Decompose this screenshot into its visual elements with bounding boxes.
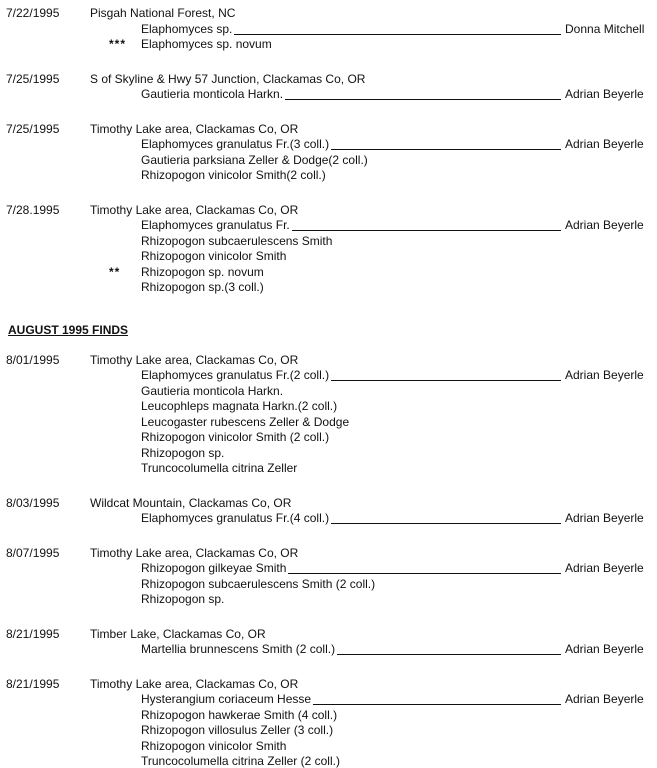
entry-date: 7/25/1995: [6, 121, 60, 136]
finder-leader-line: [331, 523, 561, 524]
finder-leader-line: [292, 230, 561, 231]
species-name: Rhizopogon subcaerulescens Smith: [141, 233, 333, 248]
entry-date: 8/21/1995: [6, 626, 60, 641]
species-name: Truncocolumella citrina Zeller (2 coll.): [141, 754, 340, 768]
finder-leader-line: [285, 99, 561, 100]
species-name: Rhizopogon vinicolor Smith (2 coll.): [141, 430, 330, 444]
finder-name: Adrian Beyerle: [565, 642, 644, 656]
species-name: Rhizopogon sp.: [141, 445, 225, 460]
species-name: Leucogaster rubescens Zeller & Dodge: [141, 414, 350, 429]
species-name: Gautieria monticola Harkn.: [141, 87, 284, 101]
species-name: Elaphomyces sp.: [141, 21, 233, 36]
species-name: Rhizopogon subcaerulescens Smith (2 coll.): [141, 576, 376, 591]
species-name: Rhizopogon sp. novum: [141, 264, 264, 279]
species-name: Rhizopogon sp.: [141, 592, 225, 606]
species-name: Elaphomyces sp. novum: [141, 37, 272, 51]
novum-marker: **: [109, 264, 121, 279]
species-name: Rhizopogon vinicolor Smith(2 coll.): [141, 168, 326, 182]
finder-name: Adrian Beyerle: [565, 561, 644, 575]
finder-name: Donna Mitchell: [565, 21, 645, 36]
entry-date: 8/07/1995: [6, 545, 60, 560]
species-name: Rhizopogon hawkerae Smith (4 coll.): [141, 707, 338, 722]
species-name: Rhizopogon villosulus Zeller (3 coll.): [141, 723, 334, 737]
finder-name: Adrian Beyerle: [565, 511, 644, 525]
entry-location: Wildcat Mountain, Clackamas Co, OR: [90, 495, 292, 510]
species-name: Martellia brunnescens Smith (2 coll.): [141, 642, 336, 656]
finder-leader-line: [331, 149, 561, 150]
species-name: Hysterangium coriaceum Hesse: [141, 692, 312, 706]
entry-date: 8/21/1995: [6, 676, 60, 691]
entry-location: Pisgah National Forest, NC: [90, 6, 236, 20]
entry-location: Timothy Lake area, Clackamas Co, OR: [90, 121, 299, 136]
finder-leader-line: [234, 34, 561, 35]
entry-date: 7/28.1995: [6, 202, 60, 217]
finder-name: Adrian Beyerle: [565, 692, 644, 706]
species-name: Leucophleps magnata Harkn.(2 coll.): [141, 399, 338, 413]
species-name: Gautieria monticola Harkn.: [141, 383, 284, 398]
entry-location: S of Skyline & Hwy 57 Junction, Clackamas Co, OR: [90, 71, 366, 86]
entry-location: Timothy Lake area, Clackamas Co, OR: [90, 676, 299, 691]
species-name: Rhizopogon vinicolor Smith: [141, 249, 287, 263]
entry-location: Timothy Lake area, Clackamas Co, OR: [90, 545, 299, 560]
finder-name: Adrian Beyerle: [565, 137, 644, 151]
species-name: Rhizopogon gilkeyae Smith: [141, 561, 287, 575]
finder-name: Adrian Beyerle: [565, 218, 644, 232]
species-name: Elaphomyces granulatus Fr.(4 coll.): [141, 511, 330, 525]
species-name: Rhizopogon sp.(3 coll.): [141, 280, 264, 294]
entry-location: Timothy Lake area, Clackamas Co, OR: [90, 202, 299, 217]
finder-name: Adrian Beyerle: [565, 87, 644, 101]
finder-leader-line: [337, 654, 561, 655]
species-name: Elaphomyces granulatus Fr.: [141, 218, 290, 232]
entry-date: 7/25/1995: [6, 71, 60, 86]
entry-date: 8/01/1995: [6, 352, 60, 367]
species-name: Elaphomyces granulatus Fr.(3 coll.): [141, 137, 330, 151]
finder-leader-line: [313, 704, 561, 705]
species-name: Elaphomyces granulatus Fr.(2 coll.): [141, 368, 330, 382]
entry-location: Timothy Lake area, Clackamas Co, OR: [90, 352, 299, 367]
species-name: Truncocolumella citrina Zeller: [141, 461, 298, 475]
entry-date: 7/22/1995: [6, 6, 60, 20]
finder-leader-line: [331, 380, 561, 381]
finder-leader-line: [288, 573, 561, 574]
finder-name: Adrian Beyerle: [565, 368, 644, 382]
species-name: Rhizopogon vinicolor Smith: [141, 738, 287, 753]
entry-location: Timber Lake, Clackamas Co, OR: [90, 626, 266, 641]
species-name: Gautieria parksiana Zeller & Dodge(2 coll.): [141, 152, 368, 167]
novum-marker: ***: [109, 37, 127, 51]
section-heading: AUGUST 1995 FINDS: [8, 322, 129, 337]
entry-date: 8/03/1995: [6, 495, 60, 510]
